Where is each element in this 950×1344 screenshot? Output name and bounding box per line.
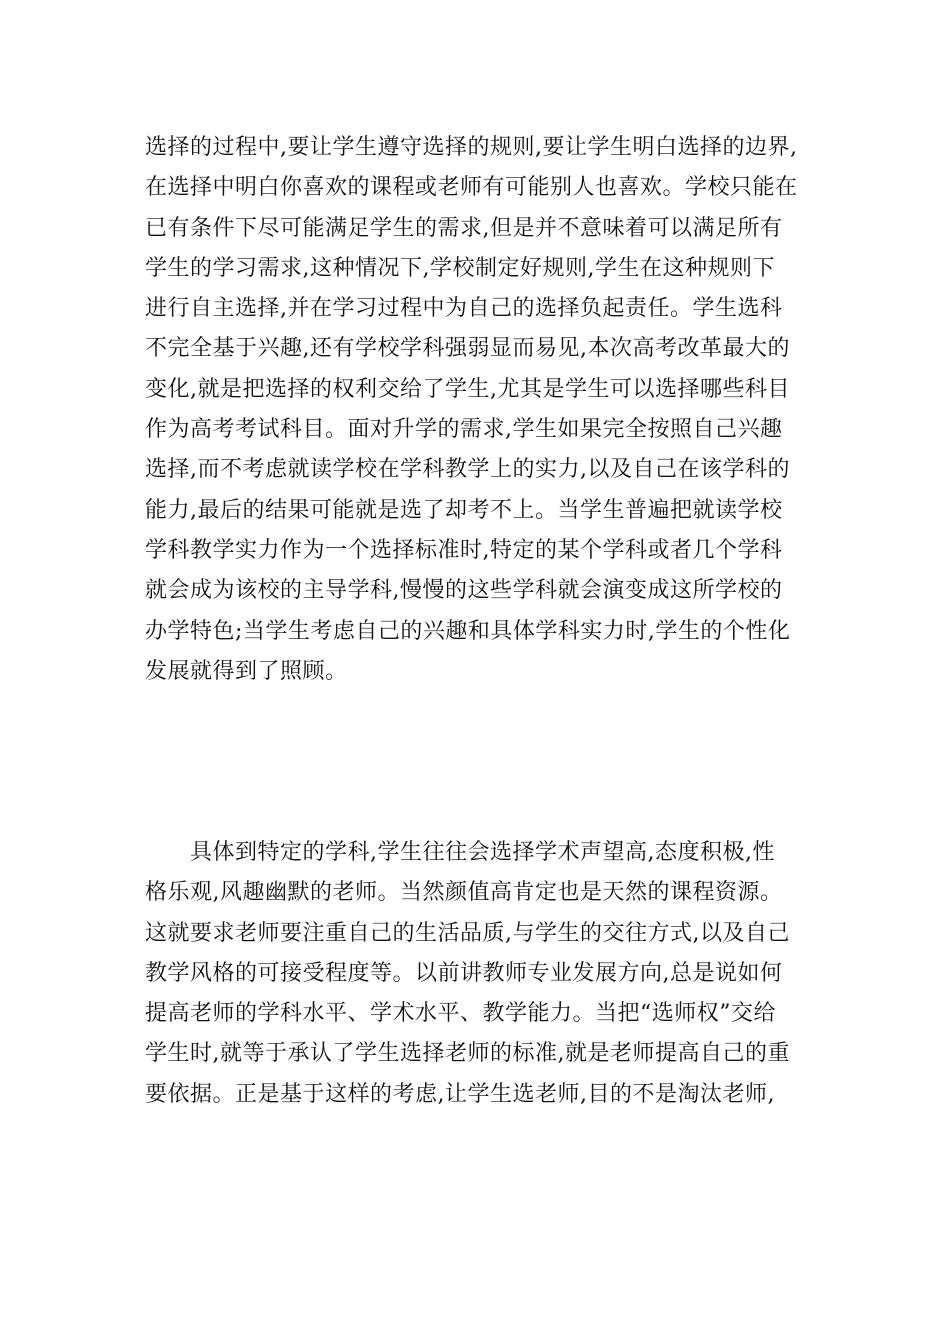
text-line: 已有条件下尽可能满足学生的需求,但是并不意味着可以满足所有: [145, 215, 783, 241]
text-line: 发展就得到了照顾。: [145, 658, 348, 684]
text-line: 就会成为该校的主导学科,慢慢的这些学科就会演变成这所学校的: [145, 578, 783, 604]
text-line: 能力,最后的结果可能就是选了却考不上。当学生普遍把就读学校: [145, 497, 783, 523]
text-line: 变化,就是把选择的权利交给了学生,尤其是学生可以选择哪些科目: [145, 376, 790, 402]
text-line: 选择的过程中,要让学生遵守选择的规则,要让学生明白选择的边界,: [145, 135, 798, 160]
text-line: 学生的学习需求,这种情况下,学校制定好规则,学生在这种规则下: [145, 255, 775, 281]
text-line: 格乐观,风趣幽默的老师。当然颜值高肯定也是天然的课程资源。: [145, 880, 783, 906]
text-line: 教学风格的可接受程度等。以前讲教师专业发展方向,总是说如何: [145, 960, 783, 986]
text-line: 学生时,就等于承认了学生选择老师的标准,就是老师提高自己的重: [145, 1041, 790, 1067]
text-line: 不完全基于兴趣,还有学校学科强弱显而易见,本次高考改革最大的: [145, 336, 790, 362]
text-line: 具体到特定的学科,学生往往会选择学术声望高,态度积极,性: [145, 840, 775, 865]
text-line: 进行自主选择,并在学习过程中为自己的选择负起责任。学生选科: [145, 296, 783, 322]
text-line: 在选择中明白你喜欢的课程或老师有可能别人也喜欢。学校只能在: [145, 175, 798, 201]
text-line: 这就要求老师要注重自己的生活品质,与学生的交往方式,以及自己: [145, 920, 790, 946]
text-line: 作为高考考试科目。面对升学的需求,学生如果完全按照自己兴趣: [145, 417, 783, 443]
text-line: 选择,而不考虑就读学校在学科教学上的实力,以及自己在该学科的: [145, 457, 790, 483]
text-line: 提高老师的学科水平、学术水平、教学能力。当把“选师权”交给: [145, 1001, 776, 1027]
text-line: 办学特色;当学生考虑自己的兴趣和具体学科实力时,学生的个性化: [145, 618, 791, 644]
text-line: 学科教学实力作为一个选择标准时,特定的某个学科或者几个学科: [145, 537, 783, 563]
paragraph-2: [145, 833, 805, 1115]
paragraph-1: [145, 128, 805, 692]
text-line: 要依据。正是基于这样的考虑,让学生选老师,目的不是淘汰老师,: [145, 1081, 775, 1107]
